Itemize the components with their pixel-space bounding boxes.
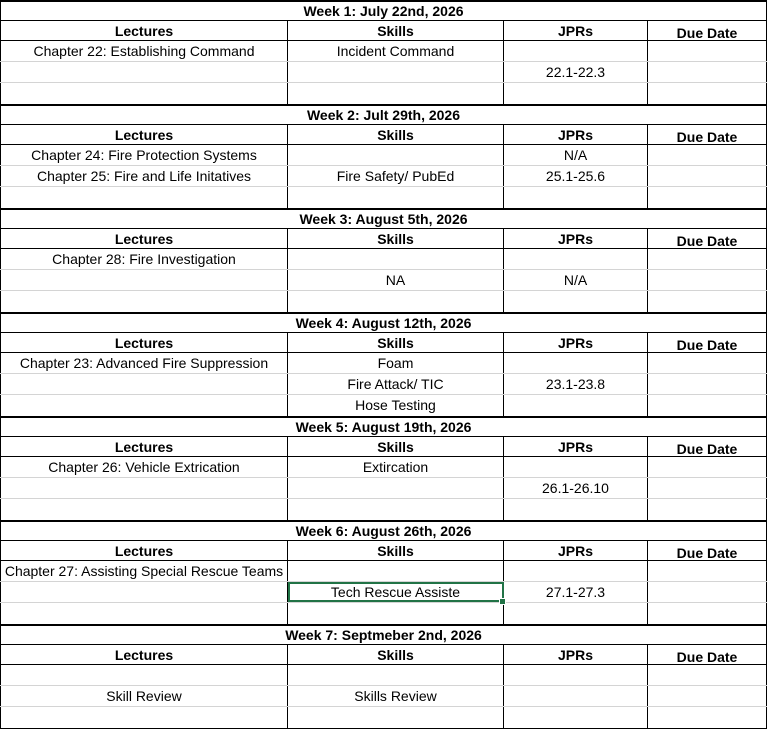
week-title[interactable]: Week 2: Jult 29th, 2026: [0, 104, 767, 124]
cell-lectures[interactable]: [0, 62, 288, 82]
cell-lectures[interactable]: [0, 665, 288, 685]
header-due-date[interactable]: Due Date: [648, 437, 767, 456]
header-lectures[interactable]: Lectures: [0, 21, 288, 40]
header-skills[interactable]: Skills: [288, 437, 504, 456]
cell-due-date[interactable]: [648, 145, 767, 165]
header-jprs[interactable]: JPRs: [504, 645, 648, 664]
cell-skills[interactable]: [288, 561, 504, 581]
column-header-row: [0, 20, 767, 41]
cell-jprs[interactable]: [504, 41, 648, 61]
cell-skills[interactable]: [288, 478, 504, 498]
header-lectures[interactable]: Lectures: [0, 645, 288, 664]
cell-due-date[interactable]: [648, 291, 767, 312]
cell-due-date[interactable]: [648, 665, 767, 685]
cell-skills[interactable]: [288, 62, 504, 82]
cell-jprs[interactable]: [504, 707, 648, 728]
table-row: [0, 270, 767, 291]
table-row: [0, 166, 767, 187]
table-row: [0, 665, 767, 686]
cell-lectures[interactable]: [0, 582, 288, 602]
cell-due-date[interactable]: [648, 374, 767, 394]
cell-due-date[interactable]: [648, 561, 767, 581]
week-block: [0, 312, 767, 416]
header-jprs[interactable]: JPRs: [504, 229, 648, 248]
cell-jprs[interactable]: [504, 457, 648, 477]
week-title[interactable]: Week 3: August 5th, 2026: [0, 208, 767, 228]
cell-jprs[interactable]: 23.1-23.8: [504, 374, 648, 394]
week-title[interactable]: Week 7: Septmeber 2nd, 2026: [0, 624, 767, 644]
cell-lectures[interactable]: [0, 478, 288, 498]
header-jprs[interactable]: JPRs: [504, 437, 648, 456]
cell-skills[interactable]: [288, 187, 504, 208]
cell-skills[interactable]: Foam: [288, 353, 504, 373]
cell-lectures[interactable]: Chapter 27: Assisting Special Rescue Teams: [0, 561, 288, 581]
cell-lectures[interactable]: Chapter 22: Establishing Command: [0, 41, 288, 61]
header-skills[interactable]: Skills: [288, 125, 504, 144]
header-skills[interactable]: Skills: [288, 333, 504, 352]
column-header-row: [0, 436, 767, 457]
header-lectures[interactable]: Lectures: [0, 125, 288, 144]
week-block: [0, 624, 767, 728]
sheet-bottom-border: [0, 728, 767, 729]
cell-jprs[interactable]: N/A: [504, 145, 648, 165]
cell-skills[interactable]: [288, 665, 504, 685]
selected-cell[interactable]: Tech Rescue Assiste: [288, 582, 504, 602]
table-row: [0, 686, 767, 707]
cell-skills[interactable]: Skills Review: [288, 686, 504, 706]
cell-skills[interactable]: Fire Safety/ PubEd: [288, 166, 504, 186]
cell-lectures[interactable]: [0, 707, 288, 728]
cell-due-date[interactable]: [648, 83, 767, 104]
cell-jprs[interactable]: 26.1-26.10: [504, 478, 648, 498]
cell-skills[interactable]: Fire Attack/ TIC: [288, 374, 504, 394]
table-row: [0, 561, 767, 582]
cell-jprs[interactable]: 25.1-25.6: [504, 166, 648, 186]
cell-due-date[interactable]: [648, 41, 767, 61]
cell-lectures[interactable]: Skill Review: [0, 686, 288, 706]
column-header-row: [0, 332, 767, 353]
cell-jprs[interactable]: [504, 665, 648, 685]
cell-skills[interactable]: [288, 499, 504, 520]
week-block: [0, 520, 767, 624]
cell-lectures[interactable]: [0, 499, 288, 520]
table-row: [0, 478, 767, 499]
table-row: [0, 353, 767, 374]
header-due-date[interactable]: Due Date: [648, 645, 767, 664]
cell-jprs[interactable]: N/A: [504, 270, 648, 290]
cell-jprs[interactable]: [504, 187, 648, 208]
table-row: [0, 83, 767, 104]
week-title[interactable]: Week 6: August 26th, 2026: [0, 520, 767, 540]
cell-due-date[interactable]: [648, 62, 767, 82]
header-due-date[interactable]: Due Date: [648, 333, 767, 352]
table-row: [0, 41, 767, 62]
cell-jprs[interactable]: [504, 686, 648, 706]
cell-jprs[interactable]: 27.1-27.3: [504, 582, 648, 602]
cell-skills[interactable]: [288, 249, 504, 269]
table-row: [0, 707, 767, 728]
table-row: [0, 603, 767, 624]
cell-skills[interactable]: [288, 145, 504, 165]
table-row: [0, 62, 767, 83]
cell-due-date[interactable]: [648, 457, 767, 477]
header-jprs[interactable]: JPRs: [504, 21, 648, 40]
header-jprs[interactable]: JPRs: [504, 541, 648, 560]
table-row: [0, 187, 767, 208]
header-due-date[interactable]: Due Date: [648, 541, 767, 560]
week-title[interactable]: Week 4: August 12th, 2026: [0, 312, 767, 332]
cell-jprs[interactable]: [504, 499, 648, 520]
column-header-row: [0, 124, 767, 145]
cell-lectures[interactable]: [0, 603, 288, 624]
cell-lectures[interactable]: [0, 395, 288, 416]
cell-lectures[interactable]: [0, 374, 288, 394]
week-title[interactable]: Week 1: July 22nd, 2026: [0, 0, 767, 20]
cell-due-date[interactable]: [648, 166, 767, 186]
header-due-date[interactable]: Due Date: [648, 125, 767, 144]
cell-skills[interactable]: [288, 707, 504, 728]
cell-lectures[interactable]: [0, 270, 288, 290]
cell-due-date[interactable]: [648, 603, 767, 624]
cell-skills[interactable]: Incident Command: [288, 41, 504, 61]
table-row: [0, 582, 767, 603]
header-due-date[interactable]: Due Date: [648, 229, 767, 248]
cell-due-date[interactable]: [648, 187, 767, 208]
header-skills[interactable]: Skills: [288, 541, 504, 560]
cell-due-date[interactable]: [648, 395, 767, 416]
table-row: [0, 499, 767, 520]
header-jprs[interactable]: JPRs: [504, 125, 648, 144]
table-row: [0, 249, 767, 270]
cell-jprs[interactable]: [504, 353, 648, 373]
week-title[interactable]: Week 5: August 19th, 2026: [0, 416, 767, 436]
header-lectures[interactable]: Lectures: [0, 437, 288, 456]
cell-jprs[interactable]: [504, 561, 648, 581]
header-jprs[interactable]: JPRs: [504, 333, 648, 352]
table-row: [0, 291, 767, 312]
cell-due-date[interactable]: [648, 686, 767, 706]
header-skills[interactable]: Skills: [288, 21, 504, 40]
table-row: [0, 395, 767, 416]
column-header-row: [0, 540, 767, 561]
column-header-row: [0, 644, 767, 665]
cell-due-date[interactable]: [648, 499, 767, 520]
column-header-row: [0, 228, 767, 249]
week-block: [0, 208, 767, 312]
header-lectures[interactable]: Lectures: [0, 541, 288, 560]
cell-lectures[interactable]: [0, 291, 288, 312]
cell-due-date[interactable]: [648, 707, 767, 728]
cell-skills[interactable]: Hose Testing: [288, 395, 504, 416]
table-row: [0, 457, 767, 478]
cell-skills[interactable]: NA: [288, 270, 504, 290]
cell-due-date[interactable]: [648, 249, 767, 269]
cell-lectures[interactable]: [0, 187, 288, 208]
week-block: [0, 416, 767, 520]
cell-due-date[interactable]: [648, 478, 767, 498]
header-lectures[interactable]: Lectures: [0, 229, 288, 248]
cell-skills[interactable]: Extircation: [288, 457, 504, 477]
header-lectures[interactable]: Lectures: [0, 333, 288, 352]
table-row: [0, 374, 767, 395]
cell-skills[interactable]: [288, 603, 504, 624]
cell-jprs[interactable]: [504, 249, 648, 269]
cell-jprs[interactable]: [504, 83, 648, 104]
cell-jprs[interactable]: [504, 603, 648, 624]
cell-lectures[interactable]: Chapter 28: Fire Investigation: [0, 249, 288, 269]
cell-lectures[interactable]: Chapter 25: Fire and Life Initatives: [0, 166, 288, 186]
cell-due-date[interactable]: [648, 353, 767, 373]
cell-skills[interactable]: [288, 83, 504, 104]
cell-skills[interactable]: [288, 291, 504, 312]
cell-lectures[interactable]: Chapter 26: Vehicle Extrication: [0, 457, 288, 477]
cell-lectures[interactable]: Chapter 24: Fire Protection Systems: [0, 145, 288, 165]
week-block: [0, 0, 767, 104]
week-block: [0, 104, 767, 208]
cell-due-date[interactable]: [648, 270, 767, 290]
cell-jprs[interactable]: [504, 395, 648, 416]
header-skills[interactable]: Skills: [288, 645, 504, 664]
table-row: [0, 145, 767, 166]
cell-lectures[interactable]: Chapter 23: Advanced Fire Suppression: [0, 353, 288, 373]
cell-lectures[interactable]: [0, 83, 288, 104]
cell-due-date[interactable]: [648, 582, 767, 602]
header-due-date[interactable]: Due Date: [648, 21, 767, 40]
cell-jprs[interactable]: 22.1-22.3: [504, 62, 648, 82]
cell-jprs[interactable]: [504, 291, 648, 312]
header-skills[interactable]: Skills: [288, 229, 504, 248]
